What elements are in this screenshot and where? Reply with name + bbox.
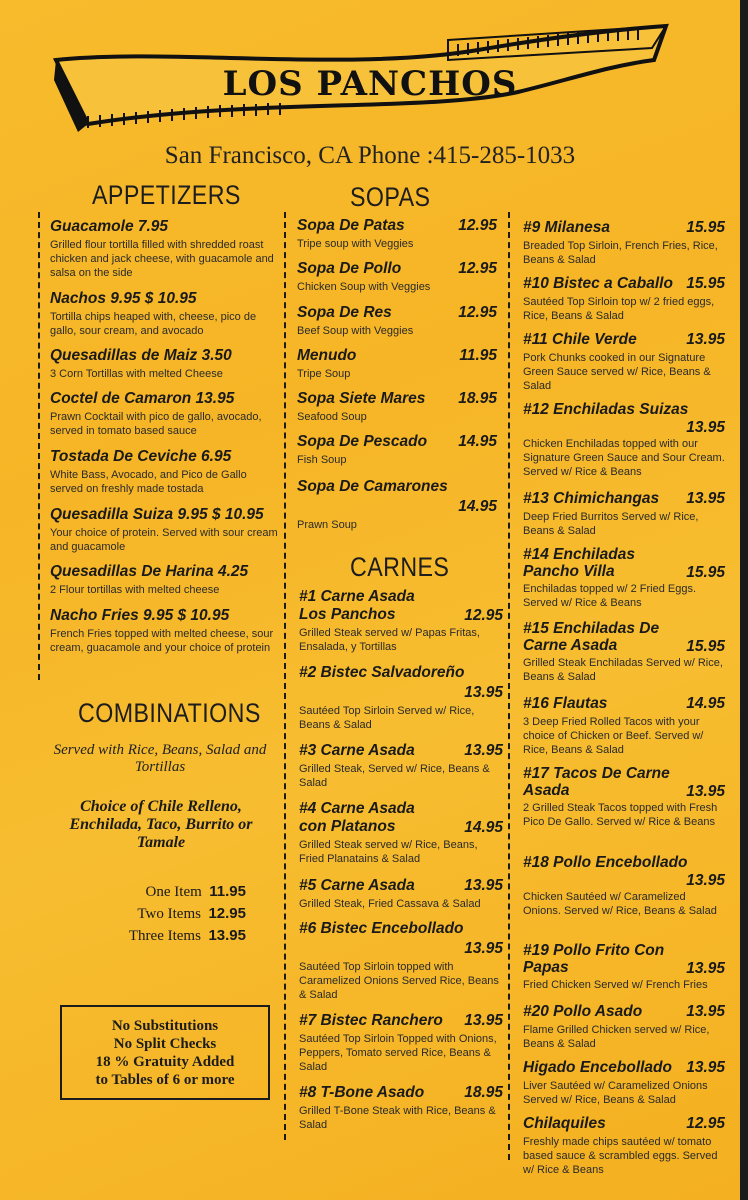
appetizer-item	[50, 448, 282, 496]
entree-desc: Fried Chicken Served w/ French Fries	[523, 979, 708, 991]
appetizer-item	[50, 390, 282, 438]
appetizer-desc: White Bass, Avocado, and Pico de Gallo served on freshly made tostada	[50, 469, 247, 495]
carne-name: #3 Carne Asada	[299, 742, 415, 759]
entree-name: #13 Chimichangas	[523, 490, 660, 507]
carne-price: 13.95	[464, 1012, 503, 1029]
carne-item	[299, 664, 503, 732]
carne-price: 13.95	[464, 742, 503, 759]
carne-name: #4 Carne Asada con Platanos	[299, 800, 415, 835]
entree-item	[523, 942, 725, 992]
appetizer-item	[50, 347, 282, 381]
sopa-desc: Fish Soup	[297, 454, 347, 466]
entree-name: #9 Milanesa	[523, 219, 611, 236]
entree-price: 13.95	[686, 331, 725, 348]
sopa-price: 18.95	[458, 390, 497, 407]
sopa-item	[297, 433, 497, 467]
appetizer-desc: Tortilla chips heaped with, cheese, pico de gallo, sour cream, and avocado	[50, 311, 257, 337]
divider-middle	[284, 212, 286, 1140]
entree-name: #15 Enchiladas De Carne Asada	[523, 620, 660, 654]
appetizer-desc: 3 Corn Tortillas with melted Cheese	[50, 368, 223, 380]
carne-desc: Grilled T-Bone Steak with Rice, Beans & Salad	[299, 1105, 496, 1131]
carne-name: #8 T-Bone Asado	[299, 1084, 425, 1101]
carne-price: 18.95	[464, 1084, 503, 1101]
appetizer-desc: French Fries topped with melted cheese, sour cream, guacamole and your choice of protein	[50, 628, 274, 654]
combination-option: Three Items 13.95	[128, 927, 246, 944]
sopa-name: Sopa Siete Mares	[297, 390, 426, 407]
combinations-heading: COMBINATIONS	[78, 698, 261, 728]
carne-name: #7 Bistec Ranchero	[299, 1012, 443, 1029]
combinations-choice: Choice of Chile Relleno, Enchilada, Taco, Burrito or Tamale	[69, 798, 253, 851]
entree-desc: 3 Deep Fried Rolled Tacos with your choice of Chicken or Beef. Served w/ Rice, Beans & Salad	[523, 716, 704, 756]
policy-note: No Substitutions	[111, 1018, 219, 1034]
appetizer-name: Nacho Fries 9.95 $ 10.95	[50, 607, 230, 624]
appetizer-item	[50, 607, 282, 655]
entree-price: 15.95	[686, 219, 725, 236]
sopa-price: 11.95	[459, 347, 497, 364]
sopa-name: Sopa De Camarones	[297, 478, 448, 495]
sopa-item	[297, 390, 497, 424]
appetizer-name: Nachos 9.95 $ 10.95	[50, 290, 197, 307]
carne-desc: Sautéed Top Sirloin topped with Caramelized Onions Served Rice, Beans & Salad	[299, 961, 499, 1001]
carnes-heading: CARNES	[350, 552, 450, 582]
entree-desc: Liver Sautéed w/ Caramelized Onions Served w/ Rice, Beans & Salad	[523, 1080, 708, 1106]
entree-item	[523, 854, 725, 918]
appetizer-item	[50, 506, 282, 554]
sopa-desc: Tripe soup with Veggies	[297, 238, 414, 250]
carne-desc: Grilled Steak served w/ Rice, Beans, Fried Planatains & Salad	[299, 839, 478, 865]
entree-name: #10 Bistec a Caballo	[523, 275, 673, 292]
divider-left	[38, 212, 40, 680]
carne-item	[299, 877, 503, 911]
entree-name: #19 Pollo Frito Con Papas	[523, 942, 665, 976]
policy-note: to Tables of 6 or more	[95, 1072, 235, 1088]
combination-option: Two Items 12.95	[137, 905, 246, 922]
sopa-name: Sopa De Pescado	[297, 433, 428, 450]
policy-notes-box	[60, 1005, 270, 1100]
sopa-name: Sopa De Pollo	[297, 260, 402, 277]
entree-name: Chilaquiles	[523, 1115, 606, 1132]
sopa-desc: Chicken Soup with Veggies	[297, 281, 431, 293]
entree-item	[523, 1115, 725, 1177]
appetizer-desc: 2 Flour tortillas with melted cheese	[50, 584, 220, 596]
carne-desc: Grilled Steak served w/ Papas Fritas, Ensalada, y Tortillas	[299, 627, 480, 653]
carne-item	[299, 1012, 503, 1074]
entree-desc: Pork Chunks cooked in our Signature Green Sauce served w/ Rice, Beans & Salad	[523, 352, 711, 392]
sopa-name: Sopa De Patas	[297, 217, 405, 234]
entree-price: 13.95	[686, 960, 725, 977]
carne-desc: Sautéed Top Sirloin Topped with Onions, Peppers, Tomato served Rice, Beans & Salad	[299, 1033, 497, 1073]
carne-name: #5 Carne Asada	[299, 877, 415, 894]
sopa-item	[297, 478, 497, 534]
entree-name: #14 Enchiladas Pancho Villa	[523, 546, 636, 580]
entree-name: Higado Encebollado	[523, 1059, 672, 1076]
entree-price: 13.95	[686, 1059, 725, 1076]
carne-name: #1 Carne Asada Los Panchos	[299, 588, 415, 623]
policy-note: 18 % Gratuity Added	[95, 1054, 235, 1070]
entree-name: #18 Pollo Encebollado	[523, 854, 688, 871]
entree-price: 12.95	[686, 1115, 725, 1132]
carne-item	[299, 588, 503, 654]
sopa-item	[297, 217, 497, 251]
entree-price: 15.95	[686, 275, 725, 292]
sopa-item	[297, 347, 497, 381]
entree-price: 15.95	[686, 638, 725, 655]
entree-desc: Deep Fried Burritos Served w/ Rice, Beans & Salad	[523, 511, 699, 537]
sopa-price: 12.95	[458, 260, 497, 277]
entree-desc: Flame Grilled Chicken served w/ Rice, Beans & Salad	[523, 1024, 710, 1050]
entree-item	[523, 1059, 725, 1107]
appetizer-name: Quesadillas De Harina 4.25	[50, 563, 249, 580]
entree-desc: Sautéed Top Sirloin top w/ 2 fried eggs, Rice, Beans & Salad	[523, 296, 715, 322]
sopa-name: Sopa De Res	[297, 304, 392, 321]
appetizer-name: Quesadillas de Maiz 3.50	[50, 347, 232, 364]
sopa-price: 14.95	[458, 498, 497, 515]
policy-note: No Split Checks	[113, 1036, 217, 1052]
entree-name: #16 Flautas	[523, 695, 608, 712]
sopa-desc: Tripe Soup	[297, 368, 351, 380]
entree-desc: Enchiladas topped w/ 2 Fried Eggs. Served w/ Rice & Beans	[523, 583, 697, 609]
appetizer-item	[50, 563, 282, 597]
appetizer-name: Coctel de Camaron 13.95	[50, 390, 235, 407]
entree-price: 15.95	[686, 564, 725, 581]
carne-desc: Grilled Steak, Served w/ Rice, Beans & Salad	[299, 763, 490, 789]
entree-desc: 2 Grilled Steak Tacos topped with Fresh Pico De Gallo. Served w/ Rice & Beans	[523, 802, 718, 828]
appetizer-name: Quesadilla Suiza 9.95 $ 10.95	[50, 506, 264, 523]
carne-item	[299, 800, 503, 866]
entree-item	[523, 490, 725, 538]
entree-desc: Chicken Sautéed w/ Caramelized Onions. Served w/ Rice, Beans & Salad	[523, 891, 717, 917]
carne-price: 13.95	[464, 877, 503, 894]
sopa-item	[297, 260, 497, 294]
carne-name: #6 Bistec Encebollado	[299, 920, 464, 937]
entree-item	[523, 275, 725, 323]
sopa-name: Menudo	[297, 347, 357, 364]
entree-desc: Freshly made chips sautéed w/ tomato based sauce & scrambled eggs. Served w/ Rice & Beans	[523, 1136, 718, 1176]
sopa-desc: Seafood Soup	[297, 411, 367, 423]
appetizer-item	[50, 290, 282, 338]
entree-price: 14.95	[686, 695, 725, 712]
entree-item	[523, 331, 725, 393]
location-phone: San Francisco, CA Phone :415-285-1033	[164, 142, 576, 169]
appetizer-desc: Grilled flour tortilla filled with shredded roast chicken and jack cheese, with guacamole and salsa on the side	[50, 239, 274, 279]
carne-price: 13.95	[464, 940, 503, 957]
restaurant-title: LOS PANCHOS	[222, 64, 518, 104]
entree-price: 13.95	[686, 419, 725, 436]
combination-options	[96, 883, 246, 945]
carne-desc: Grilled Steak, Fried Cassava & Salad	[299, 898, 481, 910]
sopas-heading: SOPAS	[350, 182, 431, 212]
appetizer-name: Guacamole 7.95	[50, 218, 169, 235]
entree-price: 13.95	[686, 1003, 725, 1020]
appetizers-heading: APPETIZERS	[92, 180, 241, 210]
sopa-price: 12.95	[458, 304, 497, 321]
entree-desc: Grilled Steak Enchiladas Served w/ Rice, Beans & Salad	[523, 657, 723, 683]
sopa-price: 12.95	[458, 217, 497, 234]
carne-desc: Sautéed Top Sirloin Served w/ Rice, Beans & Salad	[299, 705, 475, 731]
carne-item	[299, 742, 503, 790]
entree-name: #17 Tacos De Carne Asada	[523, 765, 670, 799]
carne-price: 12.95	[464, 607, 503, 624]
sopa-item	[297, 304, 497, 338]
appetizer-item	[50, 218, 282, 280]
divider-right	[508, 212, 510, 1160]
entree-price: 13.95	[686, 783, 725, 800]
carne-item	[299, 920, 503, 1002]
carne-name: #2 Bistec Salvadoreño	[299, 664, 465, 681]
combinations-served-with: Served with Rice, Beans, Salad and Tortillas	[53, 742, 267, 775]
appetizer-desc: Your choice of protein. Served with sour cream and guacamole	[50, 527, 278, 553]
entree-name: #20 Pollo Asado	[523, 1003, 643, 1020]
combination-option: One Item 11.95	[145, 883, 246, 900]
entree-item	[523, 1003, 725, 1051]
entree-item	[523, 765, 725, 829]
entree-item	[523, 695, 725, 757]
sopa-desc: Beef Soup with Veggies	[297, 325, 414, 337]
entree-item	[523, 546, 725, 610]
appetizer-name: Tostada De Ceviche 6.95	[50, 448, 232, 465]
entree-desc: Chicken Enchiladas topped with our Signature Green Sauce and Sour Cream. Served w/ Rice & Beans	[523, 438, 725, 478]
entree-item	[523, 219, 725, 267]
sopa-desc: Prawn Soup	[297, 519, 357, 531]
entree-name: #12 Enchiladas Suizas	[523, 401, 689, 418]
entree-name: #11 Chile Verde	[523, 331, 637, 348]
entree-price: 13.95	[686, 490, 725, 507]
carne-price: 14.95	[464, 819, 503, 836]
entree-item	[523, 620, 725, 684]
carne-item	[299, 1084, 503, 1132]
appetizer-desc: Prawn Cocktail with pico de gallo, avocado, served in tomato based sauce	[50, 411, 262, 437]
entree-item	[523, 401, 725, 479]
entree-price: 13.95	[686, 872, 725, 889]
sopa-price: 14.95	[458, 433, 497, 450]
entree-desc: Breaded Top Sirloin, French Fries, Rice, Beans & Salad	[523, 240, 718, 266]
carne-price: 13.95	[464, 684, 503, 701]
